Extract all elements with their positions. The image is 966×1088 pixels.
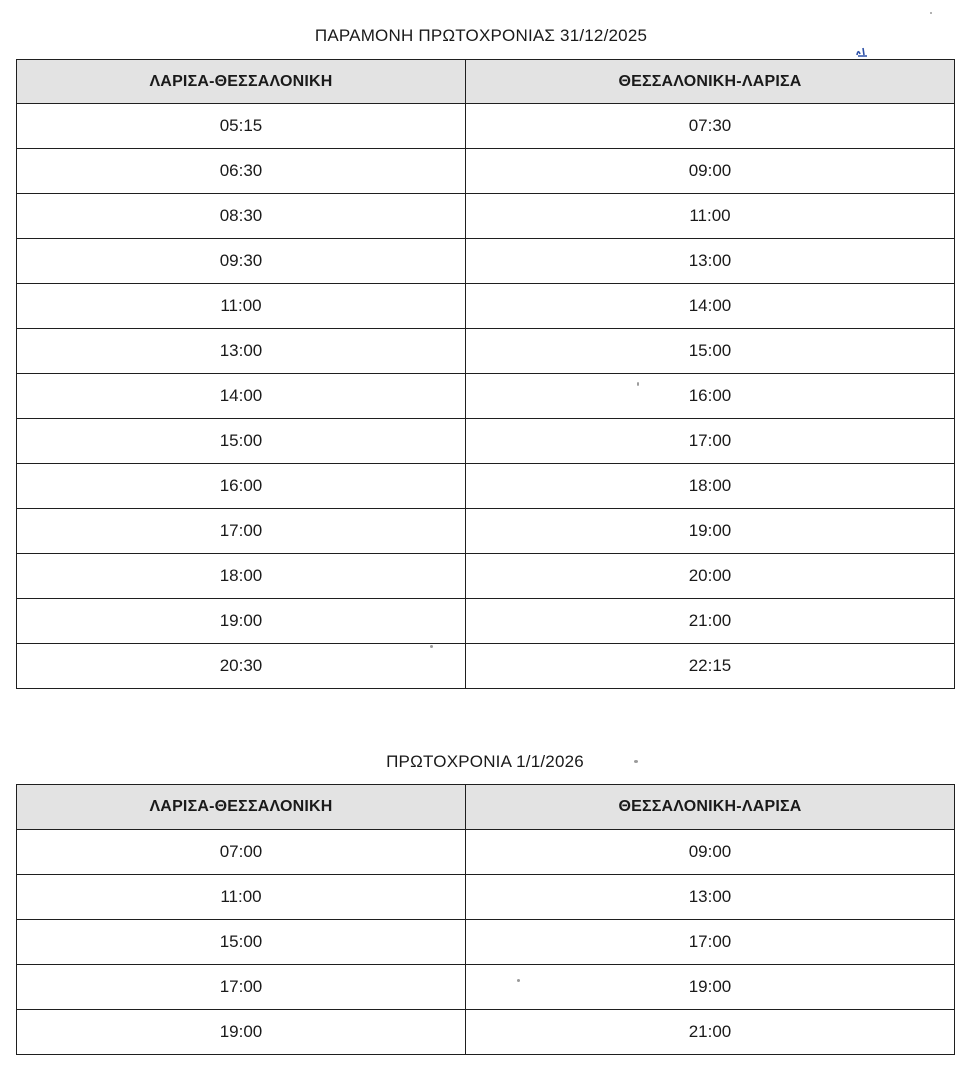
departure-time-cell: 11:00 xyxy=(17,875,466,920)
departure-time-cell: 17:00 xyxy=(466,920,955,965)
table-row xyxy=(17,329,955,374)
departure-time-cell: 21:00 xyxy=(466,599,955,644)
column-header-thessaloniki-larisa: ΘΕΣΣΑΛΟΝΙΚΗ-ΛΑΡΙΣΑ xyxy=(466,60,955,104)
departure-time-cell: 09:00 xyxy=(466,830,955,875)
table-row xyxy=(17,194,955,239)
departure-time-cell: 17:00 xyxy=(466,419,955,464)
section-title-new-years-eve: ΠΑΡΑΜΟΝΗ ΠΡΩΤΟΧΡΟΝΙΑΣ 31/12/2025 xyxy=(314,26,648,45)
departure-time-cell: 11:00 xyxy=(466,194,955,239)
departure-time-cell: 06:30 xyxy=(17,149,466,194)
table-row xyxy=(17,374,955,419)
column-header-larisa-thessaloniki: ΛΑΡΙΣΑ-ΘΕΣΣΑΛΟΝΙΚΗ xyxy=(17,60,466,104)
departure-time-cell: 18:00 xyxy=(17,554,466,599)
departure-time-cell: 13:00 xyxy=(466,875,955,920)
schedule-table-new-years-eve xyxy=(16,59,955,689)
departure-time-cell: 14:00 xyxy=(466,284,955,329)
table-row xyxy=(17,830,955,875)
departure-time-cell: 18:00 xyxy=(466,464,955,509)
table-row xyxy=(17,149,955,194)
departure-time-cell: 09:00 xyxy=(466,149,955,194)
departure-time-cell: 07:30 xyxy=(466,104,955,149)
departure-time-cell: 11:00 xyxy=(17,284,466,329)
section-title-new-years-day: ΠΡΩΤΟΧΡΟΝΙΑ 1/1/2026 xyxy=(386,752,584,771)
table-row xyxy=(17,599,955,644)
departure-time-cell: 19:00 xyxy=(466,965,955,1010)
table-row xyxy=(17,509,955,554)
departure-time-cell: 14:00 xyxy=(17,374,466,419)
scan-speck xyxy=(930,12,932,14)
departure-time-cell: 17:00 xyxy=(17,965,466,1010)
table-row xyxy=(17,644,955,689)
departure-time-cell: 19:00 xyxy=(17,599,466,644)
departure-time-cell: 20:00 xyxy=(466,554,955,599)
ink-mark-icon xyxy=(855,46,869,58)
departure-time-cell: 16:00 xyxy=(466,374,955,419)
departure-time-cell: 21:00 xyxy=(466,1010,955,1055)
column-header-larisa-thessaloniki: ΛΑΡΙΣΑ-ΘΕΣΣΑΛΟΝΙΚΗ xyxy=(17,785,466,830)
departure-time-cell: 08:30 xyxy=(17,194,466,239)
departure-time-cell: 09:30 xyxy=(17,239,466,284)
departure-time-cell: 17:00 xyxy=(17,509,466,554)
departure-time-cell: 13:00 xyxy=(466,239,955,284)
table-row xyxy=(17,965,955,1010)
table-row xyxy=(17,1010,955,1055)
departure-time-cell: 22:15 xyxy=(466,644,955,689)
departure-time-cell: 07:00 xyxy=(17,830,466,875)
departure-time-cell: 19:00 xyxy=(17,1010,466,1055)
departure-time-cell: 19:00 xyxy=(466,509,955,554)
table-header-row xyxy=(17,785,955,830)
column-header-thessaloniki-larisa: ΘΕΣΣΑΛΟΝΙΚΗ-ΛΑΡΙΣΑ xyxy=(466,785,955,830)
table-row xyxy=(17,284,955,329)
departure-time-cell: 16:00 xyxy=(17,464,466,509)
table-row xyxy=(17,104,955,149)
departure-time-cell: 15:00 xyxy=(466,329,955,374)
departure-time-cell: 13:00 xyxy=(17,329,466,374)
table-header-row xyxy=(17,60,955,104)
departure-time-cell: 20:30 xyxy=(17,644,466,689)
departure-time-cell: 15:00 xyxy=(17,419,466,464)
departure-time-cell: 05:15 xyxy=(17,104,466,149)
table-row xyxy=(17,875,955,920)
departure-time-cell: 15:00 xyxy=(17,920,466,965)
table-row xyxy=(17,464,955,509)
table-row xyxy=(17,920,955,965)
table-row xyxy=(17,554,955,599)
table-row xyxy=(17,239,955,284)
table-row xyxy=(17,419,955,464)
schedule-table-new-years-day xyxy=(16,784,955,1055)
